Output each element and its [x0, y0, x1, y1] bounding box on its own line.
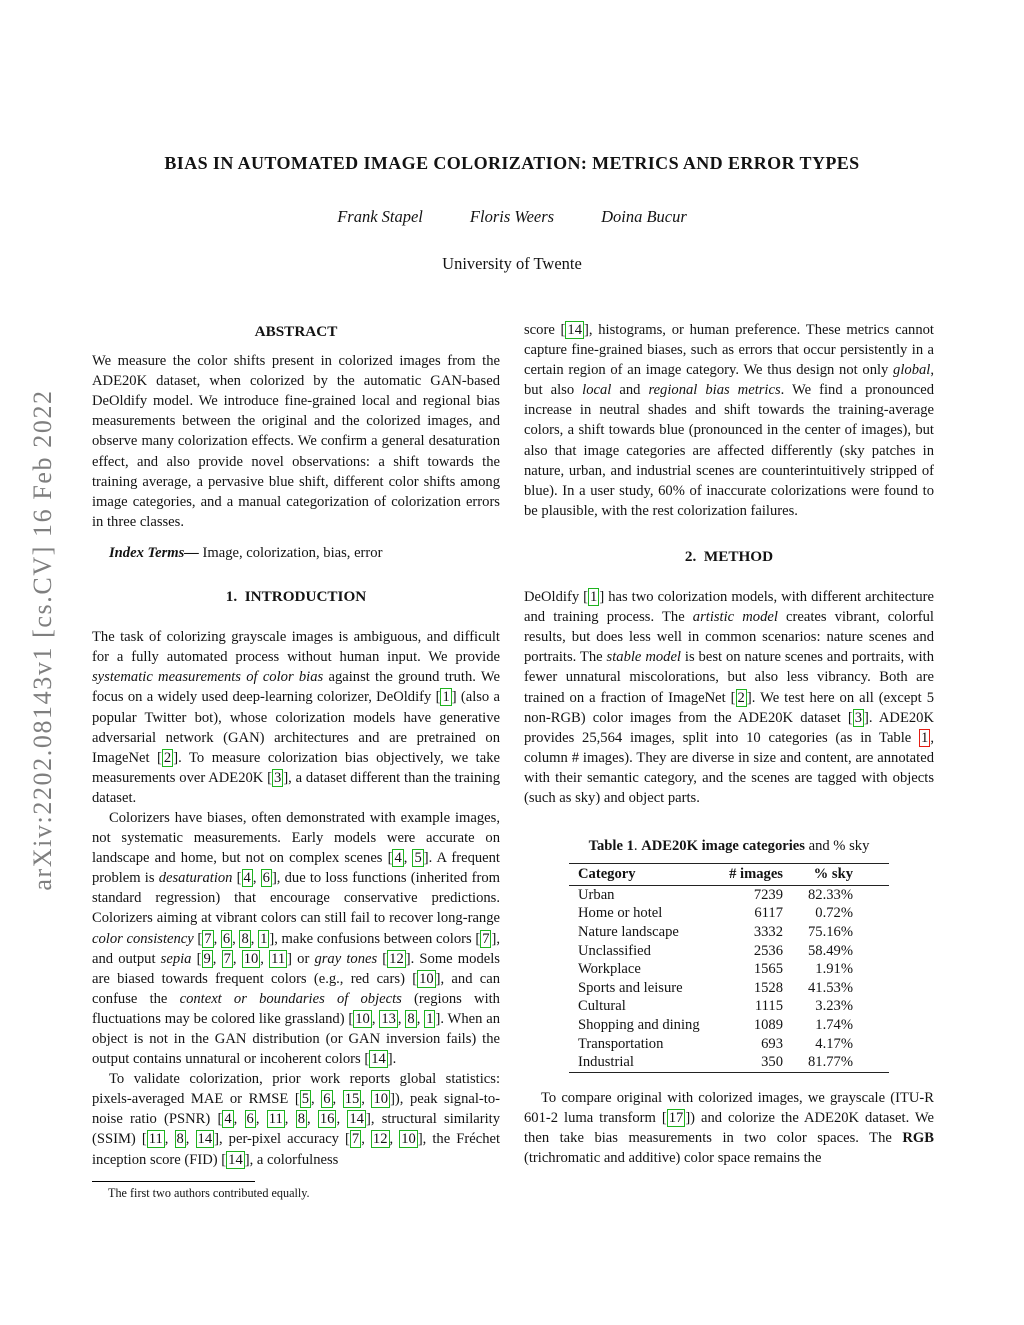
- table-cell: 75.16%: [808, 923, 853, 940]
- table-cell: 1089: [753, 1016, 783, 1033]
- citation-link[interactable]: 1: [442, 689, 450, 706]
- table-cell: 82.33%: [808, 886, 853, 903]
- citation-link[interactable]: 8: [241, 930, 249, 947]
- intro-paragraph-1: The task of colorizing grayscale images is ambiguous, and difficult for a fully automated process without human input. We provide systematic measurements of color bias against the ground truth. We focus on a widely used deep-learning colorizer, DeOldify [ 1 ] (also a popular Twitter bot), whose colorization models have generative adversarial network (GAN) architectures and are pretrained on ImageNet [ 2 ]. To measure colorization bias objectively, we take measurements over ADE20K [ 3 ], a dataset different than the training dataset.: [92, 629, 500, 806]
- table-cell: Home or hotel: [578, 905, 663, 922]
- citation-link[interactable]: 3: [274, 769, 282, 786]
- footnote-rule: [92, 1181, 255, 1182]
- table-cell: 1528: [753, 979, 783, 996]
- table-row: [569, 923, 889, 942]
- citation-link[interactable]: 5: [414, 850, 422, 867]
- paper-title: BIAS IN AUTOMATED IMAGE COLORIZATION: METRICS AND ERROR TYPES: [164, 153, 860, 173]
- table-cell: 4.17%: [815, 1035, 853, 1052]
- table-cell: 3332: [753, 923, 783, 940]
- table-cell: 3.23%: [815, 998, 853, 1015]
- table-body: [569, 886, 889, 1072]
- citation-link[interactable]: 14: [371, 1051, 386, 1068]
- table-cell: 1565: [753, 961, 783, 978]
- citation-link[interactable]: 7: [223, 950, 231, 967]
- index-terms-text: Image, colorization, bias, error: [198, 544, 383, 561]
- citation-link[interactable]: 4: [394, 850, 402, 867]
- citation-link[interactable]: 10: [243, 950, 259, 967]
- table-cell: 350: [761, 1054, 783, 1071]
- citation-link[interactable]: 2: [737, 689, 745, 706]
- citation-link[interactable]: 14: [567, 322, 582, 338]
- table-row: [569, 1035, 889, 1054]
- citation-link[interactable]: 6: [222, 930, 231, 947]
- citation-link[interactable]: 12: [389, 950, 404, 967]
- table-cell: 81.77%: [808, 1054, 853, 1071]
- table-row: [569, 979, 889, 998]
- table-cell: Urban: [578, 886, 615, 903]
- table-cell: Workplace: [578, 961, 641, 978]
- citation-link[interactable]: 5: [301, 1091, 310, 1108]
- table-header-row: [569, 864, 889, 886]
- table-row: [569, 904, 889, 923]
- table-cell: 1115: [754, 998, 783, 1015]
- citation-link[interactable]: 12: [372, 1131, 388, 1148]
- column-header-category: Category: [578, 866, 636, 883]
- table-row: [569, 997, 889, 1016]
- arxiv-sidebar-label: arXiv:2202.08143v1 [cs.CV] 16 Feb 2022: [28, 389, 57, 891]
- citation-link[interactable]: 11: [271, 950, 286, 967]
- method-paragraph-1: DeOldify [ 1 ] has two colorization models, with different architecture and training process. The artistic model creates vibrant, colorful results, but does less well in common scenarios: nature scenes and portraits. The stable model is best on nature scenes and portraits, with fewer unnatural miscolorations, but also less vibrancy. Both are trained on a fraction of ImageNet [ 2 ]. We test here on all (except 5 non-RGB) color images from the ADE20K dataset [ 3 ]. ADE20K provides 25,564 images, split into 10 categories (as in Table 1 , column # images). They are diverse in size and content, are annotated with their semantic category, and the scenes are tagged with objects (such as sky) and object parts.: [524, 589, 935, 806]
- table-cell: 58.49%: [808, 942, 853, 959]
- section-heading-method: 2. METHOD: [684, 547, 774, 565]
- intro-paragraph-2: Colorizers have biases, often demonstrated with example images, not systematic measurements. Early models were accurate on landscape and home, but not on complex scenes [ 4 , 5 ]. A frequent problem is desaturation [ 4 , 6 ], due to loss functions (inherited from standard regression) that encourage conservative predictions. Colorizers aiming at vibrant colors can still fail to recover long-range color consistency [ 7 , 6 , 8 , 1 ], make confusions between colors [ 7 ], and output sepia [ 9 , 7 , 10 , 11 ] or gray tones [ 12 ]. Some models are biased towards frequent colors (e.g., red cars) [ 10 ], and can confuse the context or boundaries of objects (regions with fluctuations may be colored like grassland) [ 10 , 13 , 8 , 1 ]. When an object is not in the GAN distribution (or GAN inversion fails) the output contains unnatural or incoherent colors [ 14 ].: [92, 809, 501, 1068]
- table-row: [569, 886, 889, 905]
- citation-link[interactable]: 11: [148, 1131, 163, 1148]
- citation-link[interactable]: 14: [349, 1111, 364, 1128]
- table-cell: Unclassified: [578, 942, 651, 959]
- table-cell: 2536: [753, 942, 783, 959]
- table-cell: Transportation: [578, 1035, 664, 1052]
- column-header-images: # images: [729, 866, 783, 883]
- citation-link[interactable]: 15: [344, 1091, 360, 1108]
- table-cell: Sports and leisure: [578, 979, 683, 996]
- table-cell: 1.74%: [815, 1016, 853, 1033]
- index-terms-label: Index Terms—: [109, 544, 199, 561]
- citation-link[interactable]: 8: [407, 1010, 415, 1027]
- table-row: [569, 960, 889, 979]
- citation-link[interactable]: 10: [401, 1131, 416, 1148]
- citation-link[interactable]: 1: [426, 1010, 434, 1027]
- citation-link[interactable]: 7: [351, 1131, 360, 1148]
- continuation-paragraph: score [ 14 ], histograms, or human preference. These metrics cannot capture fine-grained biases, such as errors that occur persistently in a certain region of an image category. We thus design not only global, but also local and regional bias metrics. We find a pronounced increase in neutral shades and shift towards the training-average colors, a shift towards blue (pronounced in the center of images), but also that image categories are affected differently (sky patches in nature, urban, and industrial scenes are counterintuitively stripped of blue). In a user study, 60% of inaccurate colorizations were found to be plausible, with the rest colorization failures.: [524, 322, 934, 519]
- citation-link[interactable]: 14: [197, 1131, 213, 1148]
- column-header-sky: % sky: [813, 866, 853, 883]
- citation-link[interactable]: 10: [419, 970, 434, 987]
- affiliation: University of Twente: [442, 254, 582, 273]
- citation-link[interactable]: 13: [381, 1010, 396, 1027]
- citation-link[interactable]: 4: [224, 1111, 232, 1128]
- table-row: [569, 1053, 889, 1072]
- table-row: [569, 942, 889, 961]
- citation-link[interactable]: 3: [854, 709, 863, 726]
- citation-link[interactable]: 7: [204, 930, 212, 947]
- index-terms: [92, 543, 500, 563]
- abstract-text: We measure the color shifts present in colorized images from the ADE20K dataset, when colorized by the automatic GAN-based DeOldify model. We introduce fine-grained local and regional bias measurements between the original and the colorized images, and observe many colorization effects. We confirm a general desaturation effect, and also provide novel observations: a shift towards the training average, a pervasive blue shift, different color shifts among image categories, and a manual categorization of colorization errors in three classes.: [92, 353, 500, 530]
- left-column: [92, 320, 500, 1201]
- citation-link[interactable]: 4: [243, 870, 251, 887]
- citation-link[interactable]: 10: [373, 1091, 389, 1108]
- citation-link[interactable]: 9: [203, 950, 211, 967]
- table-cell: 7239: [753, 886, 783, 903]
- citation-link[interactable]: 8: [176, 1131, 184, 1148]
- table-cell: 1.91%: [815, 961, 853, 978]
- table-ade20k-categories: [569, 863, 889, 1073]
- table-cell: 41.53%: [808, 979, 853, 996]
- citation-link[interactable]: 2: [163, 749, 172, 766]
- table-cell: 0.72%: [815, 905, 853, 922]
- citation-link[interactable]: 6: [262, 870, 270, 887]
- author-name: Doina Bucur: [601, 207, 687, 226]
- citation-link[interactable]: 10: [355, 1010, 370, 1027]
- table-cell: Shopping and dining: [578, 1016, 700, 1033]
- right-column: [524, 320, 934, 1168]
- table-cell: 6117: [754, 905, 783, 922]
- method-paragraph-2: To compare original with colorized images, we grayscale (ITU-R 601-2 luma transform [ 17 ]) and colorize the ADE20K dataset. We then take bias measurements in two color spaces. The RGB (trichromatic and additive) color space remains the: [524, 1089, 934, 1166]
- section-heading-introduction: 1. INTRODUCTION: [225, 588, 367, 606]
- citation-link[interactable]: 6: [246, 1111, 254, 1128]
- intro-paragraph-3: To validate colorization, prior work reports global statistics: pixels-averaged MAE or RMSE [ 5 , 6 , 15 , 10 ]), peak signal-to-noise ratio (PSNR) [ 4 , 6 , 11 , 8 , 16 , 14 ], structural similarity (SSIM) [ 11 , 8 , 14 ], per-pixel accuracy [ 7 , 12 , 10 ], the Fréchet inception score (FID) [ 14 ], a colorfulness: [92, 1071, 501, 1168]
- footnote-text: The first two authors contributed equally.: [108, 1185, 310, 1200]
- citation-link[interactable]: 6: [323, 1091, 331, 1108]
- table-cell: Cultural: [578, 998, 626, 1015]
- citation-link[interactable]: 16: [319, 1111, 335, 1128]
- citation-link[interactable]: 17: [668, 1109, 684, 1126]
- citation-link[interactable]: 14: [228, 1151, 243, 1168]
- citation-link[interactable]: 1: [260, 930, 268, 947]
- table-cell: Industrial: [578, 1054, 634, 1071]
- table-cell: Nature landscape: [578, 923, 679, 940]
- abstract-heading: ABSTRACT: [254, 323, 338, 340]
- citation-link[interactable]: 11: [268, 1111, 283, 1128]
- citation-link[interactable]: 1: [590, 589, 598, 606]
- table-caption: Table 1. ADE20K image categories and % sky: [588, 838, 870, 855]
- citation-link[interactable]: 7: [482, 930, 490, 947]
- author-name: Frank Stapel: [337, 207, 423, 226]
- table-row: [569, 1016, 889, 1035]
- table-ref-link[interactable]: 1: [921, 729, 929, 746]
- author-list: [0, 207, 1024, 227]
- citation-link[interactable]: 8: [297, 1111, 305, 1128]
- table-cell: 693: [761, 1035, 783, 1052]
- author-name: Floris Weers: [469, 207, 555, 226]
